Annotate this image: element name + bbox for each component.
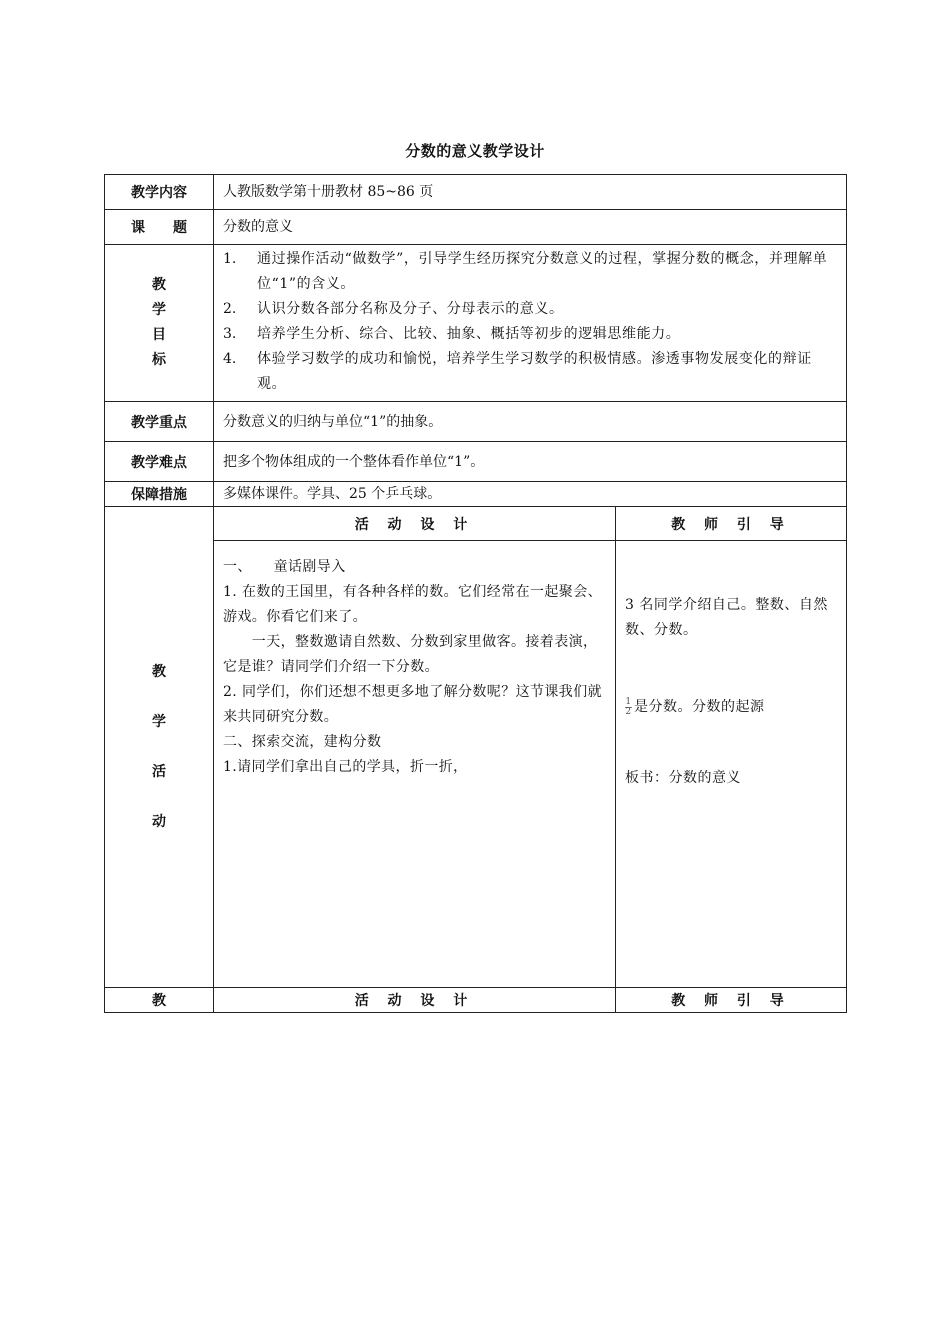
label-teaching-activities — [105, 507, 214, 988]
guide-fraction-text: 是分数。分数的起源 — [634, 699, 765, 715]
goal-number: 4. — [223, 351, 237, 367]
row-difficulty — [105, 442, 847, 482]
guide-intro: 3 名同学介绍自己。整数、自然数、分数。 — [625, 597, 828, 638]
design-line: 2. 同学们，你们还想不想更多地了解分数呢？这节课我们就来共同研究分数。 — [223, 684, 603, 725]
goal-text: 认识分数各部分名称及分子、分母表示的意义。 — [257, 301, 564, 317]
goal-item — [223, 297, 837, 322]
goal-text: 培养学生分析、综合、比较、抽象、概括等初步的逻辑思维能力。 — [257, 326, 681, 342]
label-difficulty: 教学难点 — [105, 442, 214, 482]
header-teacher-guidance: 教 师 引 导 — [616, 507, 847, 541]
guide-board: 板书：分数的意义 — [625, 770, 741, 786]
label-teaching-content: 教学内容 — [105, 175, 214, 210]
footer-label: 教 — [105, 988, 214, 1013]
value-key-point: 分数意义的归纳与单位“1”的抽象。 — [214, 402, 847, 442]
goal-label-char: 学 — [152, 302, 166, 318]
row-activity-content — [105, 541, 847, 988]
design-line: 二、探索交流，建构分数 — [223, 734, 382, 750]
activity-label-char: 动 — [152, 814, 166, 830]
row-activity-headers — [105, 507, 847, 541]
goal-item — [223, 247, 837, 297]
goal-text: 体验学习数学的成功和愉悦，培养学生学习数学的积极情感。渗透事物发展变化的辩证观。 — [257, 351, 812, 392]
goal-number: 1. — [223, 251, 237, 267]
fraction-denominator: 2 — [625, 706, 632, 717]
teacher-guidance-content — [616, 541, 847, 988]
goal-item — [223, 347, 837, 397]
header-activity-design: 活 动 设 计 — [214, 507, 616, 541]
label-key-point: 教学重点 — [105, 402, 214, 442]
activity-label-char: 活 — [152, 764, 166, 780]
goal-number: 3. — [223, 326, 237, 342]
goal-label-char: 标 — [152, 352, 166, 368]
value-topic: 分数的意义 — [214, 210, 847, 245]
row-teaching-content — [105, 175, 847, 210]
design-line: 一、 童话剧导入 — [223, 559, 346, 575]
design-line: 一天，整数邀请自然数、分数到家里做客。接着表演，它是谁？请同学们介绍一下分数。 — [223, 634, 598, 675]
label-measures: 保障措施 — [105, 482, 214, 507]
value-teaching-content: 人教版数学第十册教材 85~86 页 — [214, 175, 847, 210]
footer-header-teacher-guidance: 教 师 引 导 — [616, 988, 847, 1013]
goal-number: 2. — [223, 301, 237, 317]
goal-item — [223, 322, 837, 347]
design-line: 1. 在数的王国里，有各种各样的数。它们经常在一起聚会、游戏。你看它们来了。 — [223, 584, 603, 625]
label-topic: 课 题 — [105, 210, 214, 245]
fraction-numerator: 1 — [625, 696, 632, 707]
row-measures — [105, 482, 847, 507]
activity-label-char: 教 — [152, 664, 166, 680]
value-difficulty: 把多个物体组成的一个整体看作单位“1”。 — [214, 442, 847, 482]
guide-fraction-line — [625, 695, 838, 720]
goals-list — [214, 245, 847, 402]
label-teaching-goals — [105, 245, 214, 402]
document-title: 分数的意义教学设计 — [405, 142, 545, 160]
goal-text: 通过操作活动“做数学”，引导学生经历探究分数意义的过程，掌握分数的概念，并理解单位“1”的含义。 — [257, 251, 828, 292]
row-footer-headers — [105, 988, 847, 1013]
fraction-one-half — [625, 698, 632, 717]
row-teaching-goals — [105, 245, 847, 402]
design-line: 1.请同学们拿出自己的学具，折一折， — [223, 759, 468, 775]
goal-label-char: 教 — [152, 277, 166, 293]
row-topic — [105, 210, 847, 245]
goal-label-char: 目 — [152, 327, 166, 343]
value-measures: 多媒体课件。学具、25 个乒乓球。 — [214, 482, 847, 507]
activity-design-content — [214, 541, 616, 988]
row-key-point — [105, 402, 847, 442]
activity-label-char: 学 — [152, 714, 166, 730]
footer-header-activity-design: 活 动 设 计 — [214, 988, 616, 1013]
lesson-plan-table — [104, 174, 847, 1013]
